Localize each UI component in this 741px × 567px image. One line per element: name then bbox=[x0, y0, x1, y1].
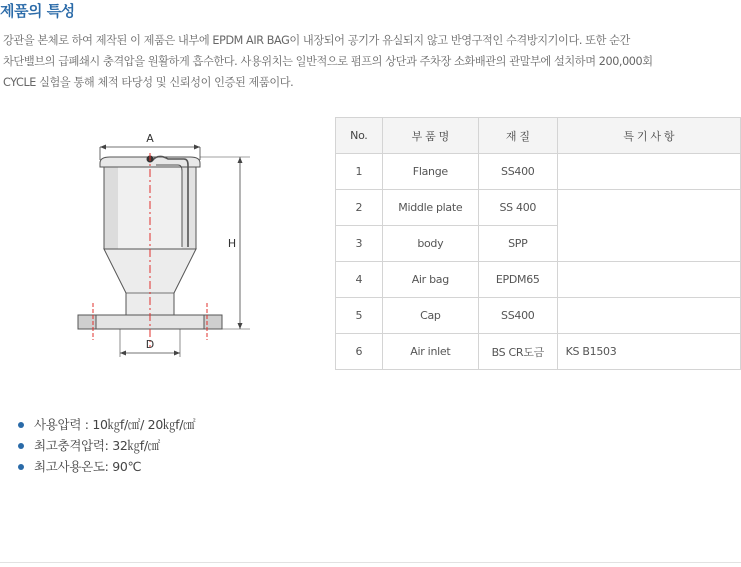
cell-no: 6 bbox=[336, 334, 383, 370]
parts-table bbox=[335, 117, 741, 370]
dimension-h-label: H bbox=[227, 237, 237, 250]
table-row bbox=[336, 154, 741, 190]
cell-note bbox=[557, 262, 740, 298]
header-note: 특 기 사 항 bbox=[557, 118, 740, 154]
cell-note bbox=[557, 190, 740, 262]
spec-text: 사용압력 : 10㎏f/㎠/ 20㎏f/㎠ bbox=[34, 417, 196, 432]
intro-line: CYCLE 실험을 통해 체적 타당성 및 신뢰성이 인증된 제품이다. bbox=[3, 76, 294, 89]
cell-name: Middle plate bbox=[382, 190, 478, 226]
list-item bbox=[18, 456, 195, 477]
cell-material: EPDM65 bbox=[478, 262, 557, 298]
section-title: 제품의 특성 bbox=[0, 2, 75, 20]
water-hammer-arrestor-drawing bbox=[60, 125, 260, 370]
cell-note bbox=[557, 154, 740, 190]
cell-no: 4 bbox=[336, 262, 383, 298]
intro-line: 강관을 본체로 하여 제작된 이 제품은 내부에 EPDM AIR BAG이 내장되어 공기가 유실되지 않고 반영구적인 수격방지기이다. 또한 순간 bbox=[3, 34, 630, 47]
cell-no: 2 bbox=[336, 190, 383, 226]
spec-text: 최고충격압력: 32㎏f/㎠ bbox=[34, 438, 160, 453]
cell-name: body bbox=[382, 226, 478, 262]
spec-text: 최고사용온도: 90℃ bbox=[34, 459, 142, 474]
header-part-name: 부 품 명 bbox=[382, 118, 478, 154]
cell-note bbox=[557, 298, 740, 334]
table-header-row bbox=[336, 118, 741, 154]
list-item bbox=[18, 414, 195, 435]
table-row bbox=[336, 298, 741, 334]
cell-material: SS400 bbox=[478, 154, 557, 190]
cell-material: SPP bbox=[478, 226, 557, 262]
bullet-dot-icon bbox=[18, 443, 24, 449]
cell-material: SS400 bbox=[478, 298, 557, 334]
table-row bbox=[336, 190, 741, 226]
intro-line: 차단밸브의 급폐쇄시 충격압을 원활하게 흡수한다. 사용위치는 일반적으로 펌프의 상단과 주차장 소화배관의 관말부에 설치하며 200,000회 bbox=[3, 55, 653, 68]
list-item bbox=[18, 435, 195, 456]
cell-no: 5 bbox=[336, 298, 383, 334]
header-no: No. bbox=[336, 118, 383, 154]
header-material: 재 질 bbox=[478, 118, 557, 154]
cell-name: Air bag bbox=[382, 262, 478, 298]
cell-material: BS CR도금 bbox=[478, 334, 557, 370]
cell-material: SS 400 bbox=[478, 190, 557, 226]
dimension-a-label: A bbox=[146, 132, 154, 145]
bullet-dot-icon bbox=[18, 422, 24, 428]
bottom-divider bbox=[0, 562, 741, 563]
cell-note: KS B1503 bbox=[557, 334, 740, 370]
cell-name: Air inlet bbox=[382, 334, 478, 370]
cell-name: Cap bbox=[382, 298, 478, 334]
cell-no: 1 bbox=[336, 154, 383, 190]
bullet-dot-icon bbox=[18, 464, 24, 470]
cell-name: Flange bbox=[382, 154, 478, 190]
spec-list bbox=[18, 414, 195, 477]
cell-no: 3 bbox=[336, 226, 383, 262]
intro-text bbox=[3, 30, 739, 93]
table-row bbox=[336, 334, 741, 370]
dimension-d-label: D bbox=[145, 338, 155, 351]
table-row bbox=[336, 262, 741, 298]
